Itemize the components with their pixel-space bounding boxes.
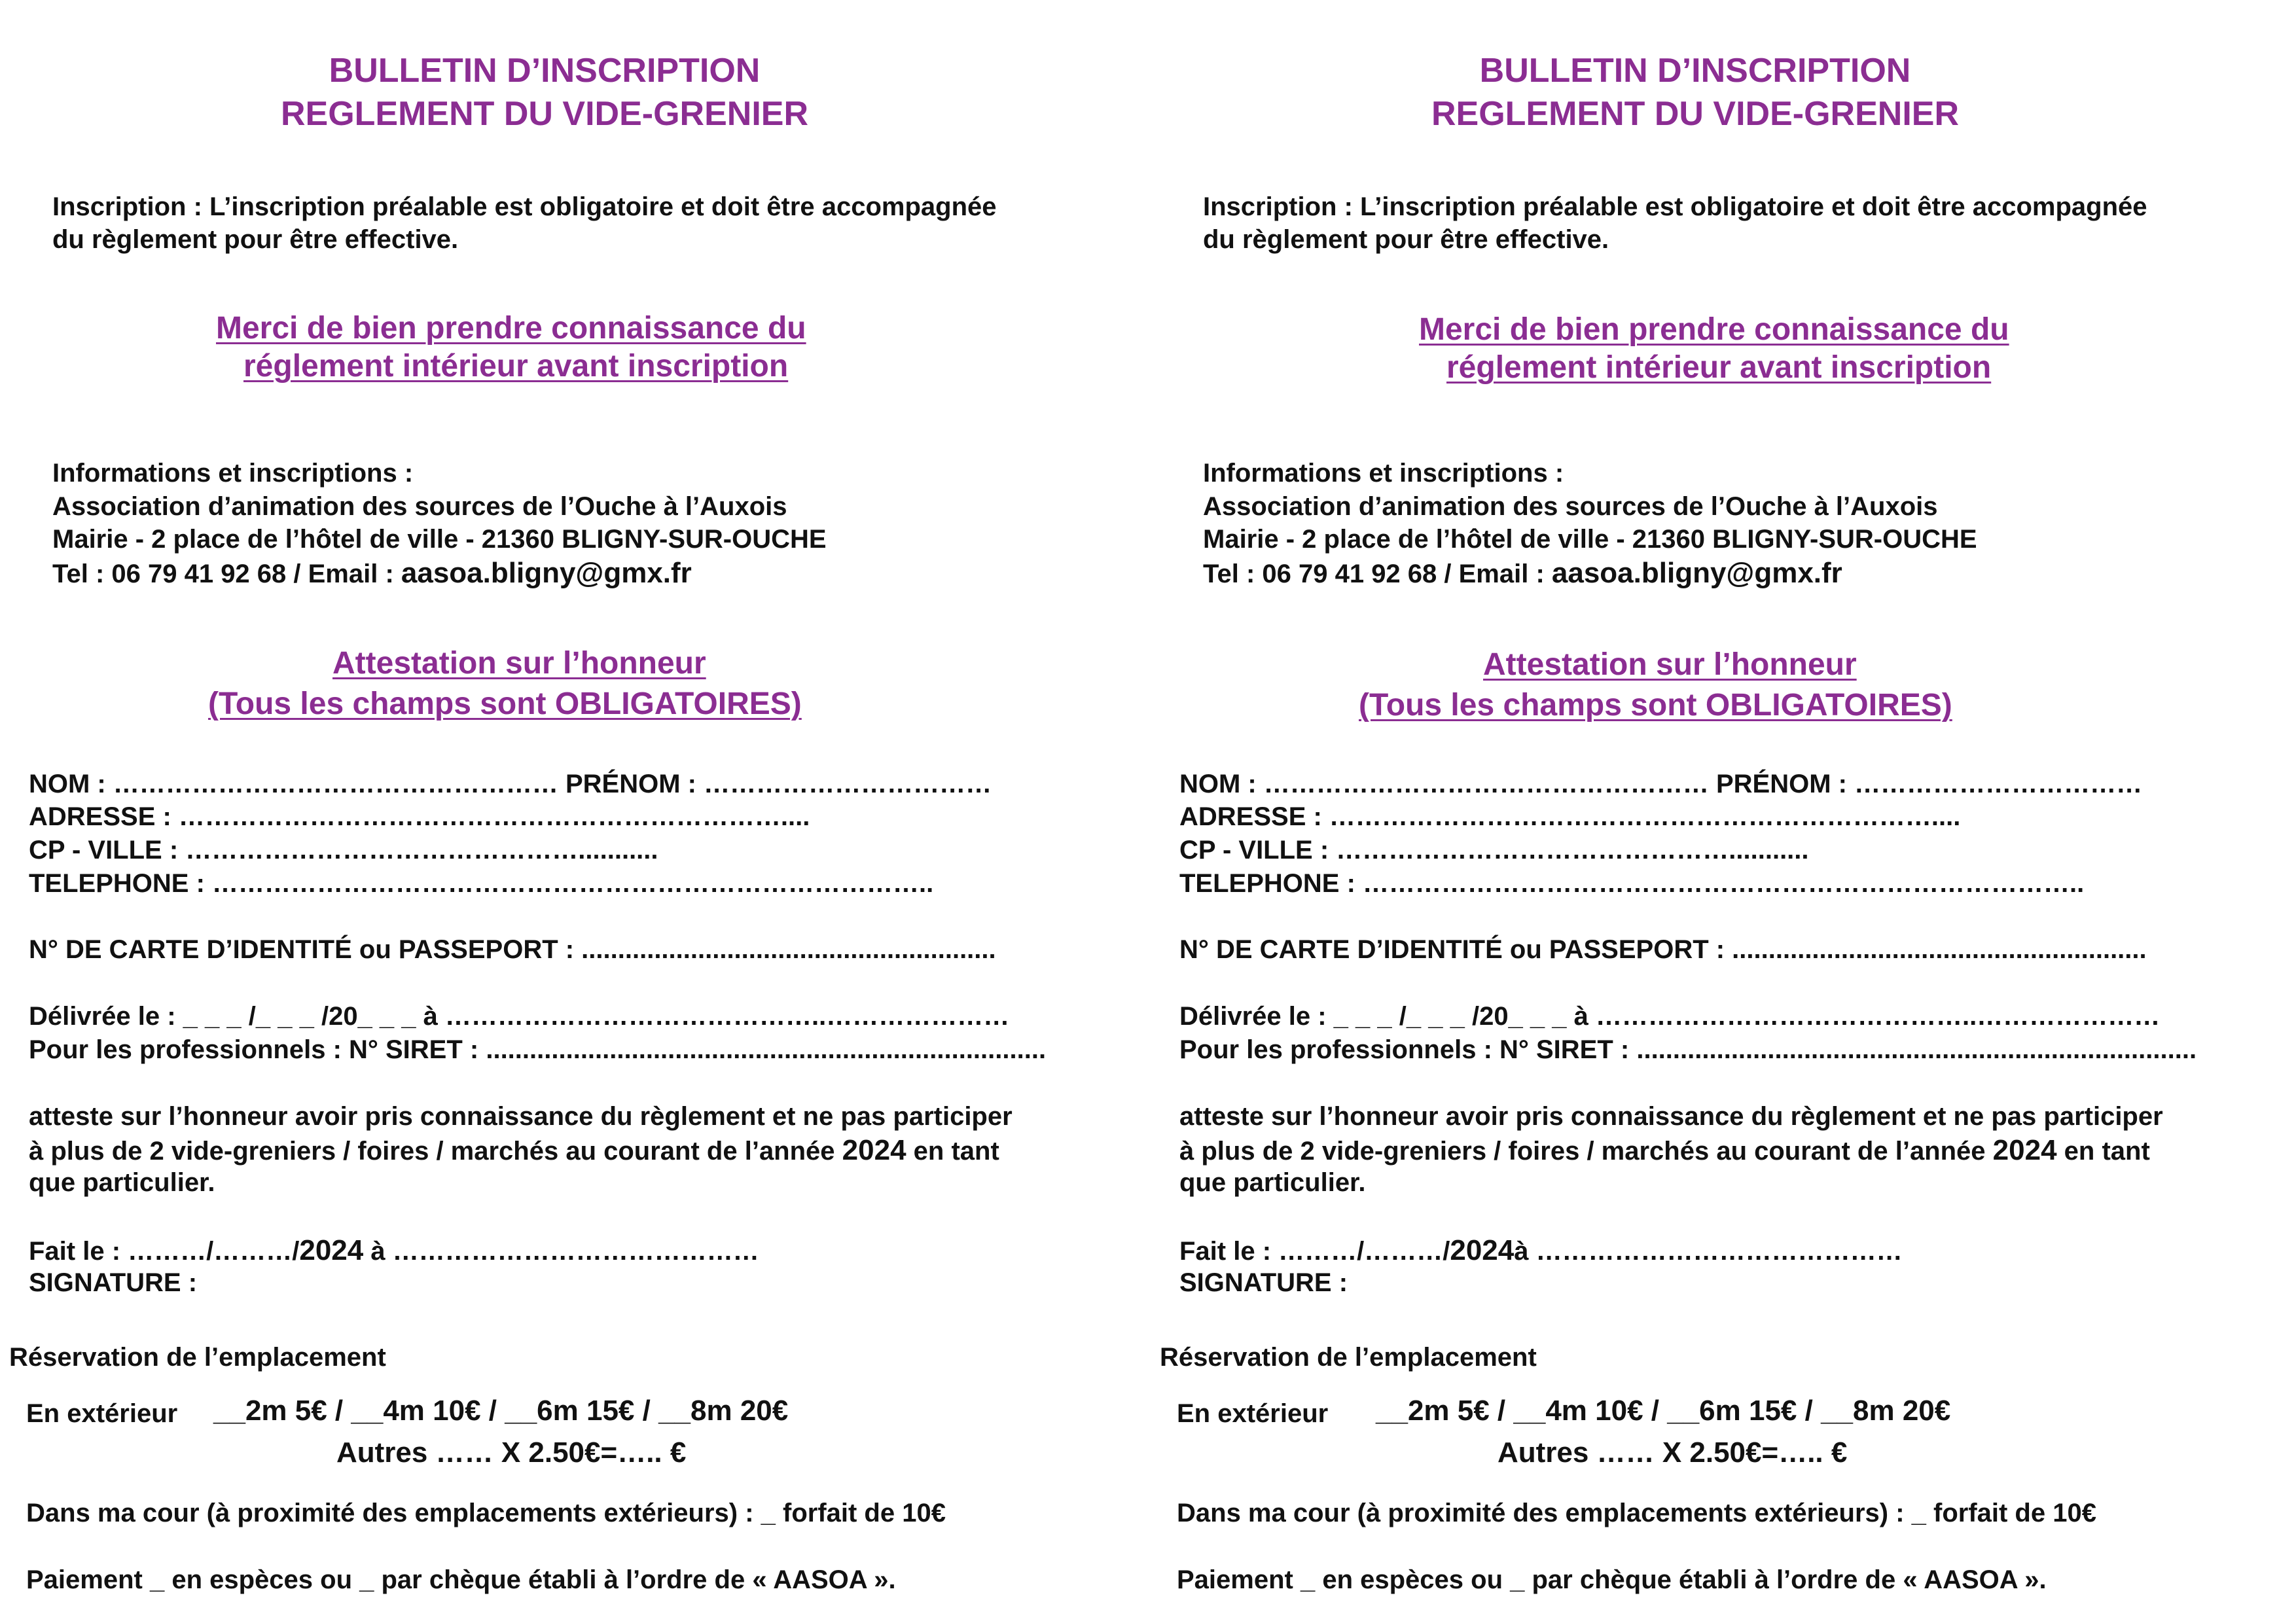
fait-le-text: Fait le : ………/………/ <box>29 1237 300 1266</box>
field-cp-ville[interactable]: CP - VILLE : ………………………………………........... <box>29 836 658 865</box>
attest-line3: que particulier. <box>29 1168 215 1197</box>
field-siret[interactable]: Pour les professionnels : N° SIRET : ............................................................................. <box>1179 1035 2197 1064</box>
attest-line2 <box>1179 1136 2150 1165</box>
field-siret[interactable]: Pour les professionnels : N° SIRET : ............................................................................. <box>29 1035 1047 1064</box>
attest-line2-text: à plus de 2 vide-greniers / foires / marchés au courant de l’année <box>1179 1137 1993 1166</box>
reservation-heading: Réservation de l’emplacement <box>1160 1343 1537 1372</box>
field-telephone[interactable]: TELEPHONE : ……………………………………………………………………….. <box>29 869 934 898</box>
signature-label: SIGNATURE : <box>29 1268 198 1297</box>
attestation-title-line2: (Tous les champs sont OBLIGATOIRES) <box>208 687 802 721</box>
info-contact-text: Tel : 06 79 41 92 68 / Email : <box>1203 560 1552 588</box>
field-telephone[interactable]: TELEPHONE : ……………………………………………………………………….. <box>1179 869 2085 898</box>
exterior-options[interactable]: __2m 5€ / __4m 10€ / __6m 15€ / __8m 20€ <box>1376 1395 1951 1427</box>
form-title-line2: REGLEMENT DU VIDE-GRENIER <box>1431 95 1960 133</box>
other-option[interactable]: Autres …… X 2.50€=….. € <box>336 1436 687 1469</box>
intro-line2: du règlement pour être effective. <box>52 225 459 254</box>
info-contact <box>52 559 692 588</box>
signature-label: SIGNATURE : <box>1179 1268 1348 1297</box>
field-nom-prenom[interactable]: NOM : …………………………………………… PRÉNOM : …………………………… <box>1179 770 2143 798</box>
reservation-heading: Réservation de l’emplacement <box>9 1343 386 1372</box>
attest-line1: atteste sur l’honneur avoir pris connaissance du règlement et ne pas participer <box>29 1102 1013 1131</box>
attest-line2-end: en tant <box>2056 1137 2150 1166</box>
info-association: Association d’animation des sources de l’Ouche à l’Auxois <box>52 492 787 521</box>
field-id-number[interactable]: N° DE CARTE D’IDENTITÉ ou PASSEPORT : ......................................................... <box>1179 935 2147 964</box>
field-cp-ville[interactable]: CP - VILLE : ………………………………………........... <box>1179 836 1809 865</box>
info-heading: Informations et inscriptions : <box>1203 459 1564 488</box>
attest-line2-end: en tant <box>906 1137 999 1166</box>
notice-line1: Merci de bien prendre connaissance du <box>1419 312 2009 347</box>
attestation-title-line2: (Tous les champs sont OBLIGATOIRES) <box>1359 688 1952 722</box>
courtyard-option[interactable]: Dans ma cour (à proximité des emplacements extérieurs) : _ forfait de 10€ <box>26 1499 946 1527</box>
attest-line1: atteste sur l’honneur avoir pris connaissance du règlement et ne pas participer <box>1179 1102 2163 1131</box>
attest-year: 2024 <box>842 1134 906 1166</box>
exterior-label: En extérieur <box>26 1399 178 1428</box>
field-adresse[interactable]: ADRESSE : …………………………………………………………….... <box>1179 802 1961 831</box>
field-nom-prenom[interactable]: NOM : …………………………………………… PRÉNOM : …………………………… <box>29 770 992 798</box>
other-option[interactable]: Autres …… X 2.50€=….. € <box>1498 1436 1848 1469</box>
attest-line2 <box>29 1136 999 1165</box>
payment-option[interactable]: Paiement _ en espèces ou _ par chèque établi à l’ordre de « AASOA ». <box>1177 1565 2047 1594</box>
payment-option[interactable]: Paiement _ en espèces ou _ par chèque établi à l’ordre de « AASOA ». <box>26 1565 896 1594</box>
info-address: Mairie - 2 place de l’hôtel de ville - 21360 BLIGNY-SUR-OUCHE <box>1203 525 1977 554</box>
field-id-number[interactable]: N° DE CARTE D’IDENTITÉ ou PASSEPORT : ......................................................... <box>29 935 996 964</box>
attest-line3: que particulier. <box>1179 1168 1366 1197</box>
attest-line2-text: à plus de 2 vide-greniers / foires / marchés au courant de l’année <box>29 1137 842 1166</box>
intro-line1: Inscription : L’inscription préalable est obligatoire et doit être accompagnée <box>52 192 997 221</box>
attest-year: 2024 <box>1992 1134 2057 1166</box>
field-fait-le[interactable] <box>29 1236 759 1265</box>
info-address: Mairie - 2 place de l’hôtel de ville - 21360 BLIGNY-SUR-OUCHE <box>52 525 827 554</box>
intro-line2: du règlement pour être effective. <box>1203 225 1609 254</box>
fait-le-year: 2024 <box>1450 1234 1515 1266</box>
field-adresse[interactable]: ADRESSE : …………………………………………………………….... <box>29 802 810 831</box>
email-link[interactable]: aasoa.bligny@gmx.fr <box>1551 557 1842 589</box>
registration-form-right <box>1151 0 2296 1623</box>
form-title-line1: BULLETIN D’INSCRIPTION <box>329 52 761 90</box>
notice-line1: Merci de bien prendre connaissance du <box>216 311 806 346</box>
attestation-title-line1: Attestation sur l’honneur <box>1483 647 1857 682</box>
exterior-label: En extérieur <box>1177 1399 1329 1428</box>
info-contact-text: Tel : 06 79 41 92 68 / Email : <box>52 560 401 588</box>
info-heading: Informations et inscriptions : <box>52 459 414 488</box>
fait-le-text: Fait le : ………/………/ <box>1179 1237 1450 1266</box>
exterior-options[interactable]: __2m 5€ / __4m 10€ / __6m 15€ / __8m 20€ <box>213 1395 789 1427</box>
info-association: Association d’animation des sources de l’Ouche à l’Auxois <box>1203 492 1938 521</box>
intro-line1: Inscription : L’inscription préalable est obligatoire et doit être accompagnée <box>1203 192 2147 221</box>
field-fait-le[interactable] <box>1179 1236 1903 1265</box>
fait-le-place: à …………………………………… <box>363 1237 759 1266</box>
attestation-title-line1: Attestation sur l’honneur <box>332 646 706 681</box>
form-title-line1: BULLETIN D’INSCRIPTION <box>1479 52 1911 90</box>
field-delivree[interactable]: Délivrée le : _ _ _ /_ _ _ /20_ _ _ à ……………………………………..………………… <box>29 1002 1010 1031</box>
fait-le-place: à …………………………………… <box>1514 1237 1903 1266</box>
form-title-line2: REGLEMENT DU VIDE-GRENIER <box>280 95 809 133</box>
info-contact <box>1203 559 1842 588</box>
email-link[interactable]: aasoa.bligny@gmx.fr <box>401 557 692 589</box>
notice-line2: réglement intérieur avant inscription <box>243 349 789 383</box>
fait-le-year: 2024 <box>299 1234 364 1266</box>
field-delivree[interactable]: Délivrée le : _ _ _ /_ _ _ /20_ _ _ à ……………………………………..………………… <box>1179 1002 2161 1031</box>
courtyard-option[interactable]: Dans ma cour (à proximité des emplacements extérieurs) : _ forfait de 10€ <box>1177 1499 2096 1527</box>
notice-line2: réglement intérieur avant inscription <box>1446 350 1992 385</box>
